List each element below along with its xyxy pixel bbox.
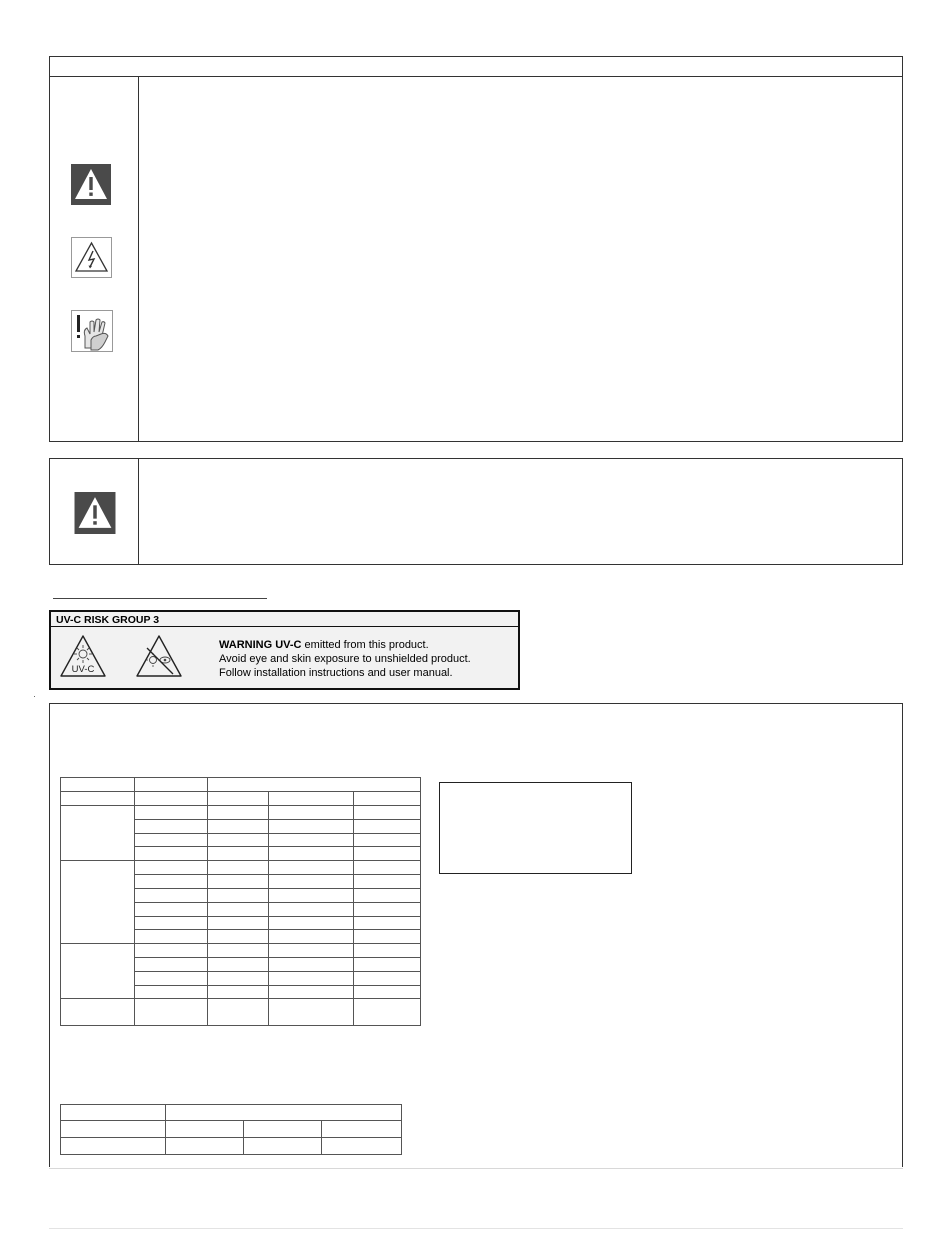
uv-c-risk-label [49,610,520,690]
dimensions-table [60,1104,402,1155]
stray-mark [34,696,35,697]
warning-box [49,458,903,565]
uv-c-warning-line-2: Avoid eye and skin exposure to unshielded product. [219,653,471,665]
warning-triangle-icon [74,492,116,534]
electric-shock-icon [71,237,112,278]
section-heading-underline [53,598,267,599]
note-box [439,782,632,874]
uv-c-warning-bold: WARNING UV-C [219,639,302,651]
safety-instructions-box [49,56,903,442]
uv-c-warning-text [219,638,509,680]
warning-triangle-icon [71,164,111,205]
specifications-table [60,777,421,1026]
uv-c-warning-line-3: Follow installation instructions and user manual. [219,667,453,679]
safety-icon-column-divider [138,76,139,442]
no-exposure-icon [135,634,183,678]
uv-c-warning-line-1 [219,638,509,652]
uv-c-symbol-icon [59,634,107,678]
safety-header-divider [49,76,903,77]
page-footer-rule [49,1168,903,1169]
gloves-icon [71,310,113,352]
uv-c-warning-rest: emitted from this product. [301,639,429,651]
page-bottom-rule [49,1228,903,1229]
uv-c-risk-label-header: UV-C RISK GROUP 3 [51,612,518,627]
uv-c-symbol-text: UV-C [71,664,95,675]
warning-box-divider [138,458,139,565]
